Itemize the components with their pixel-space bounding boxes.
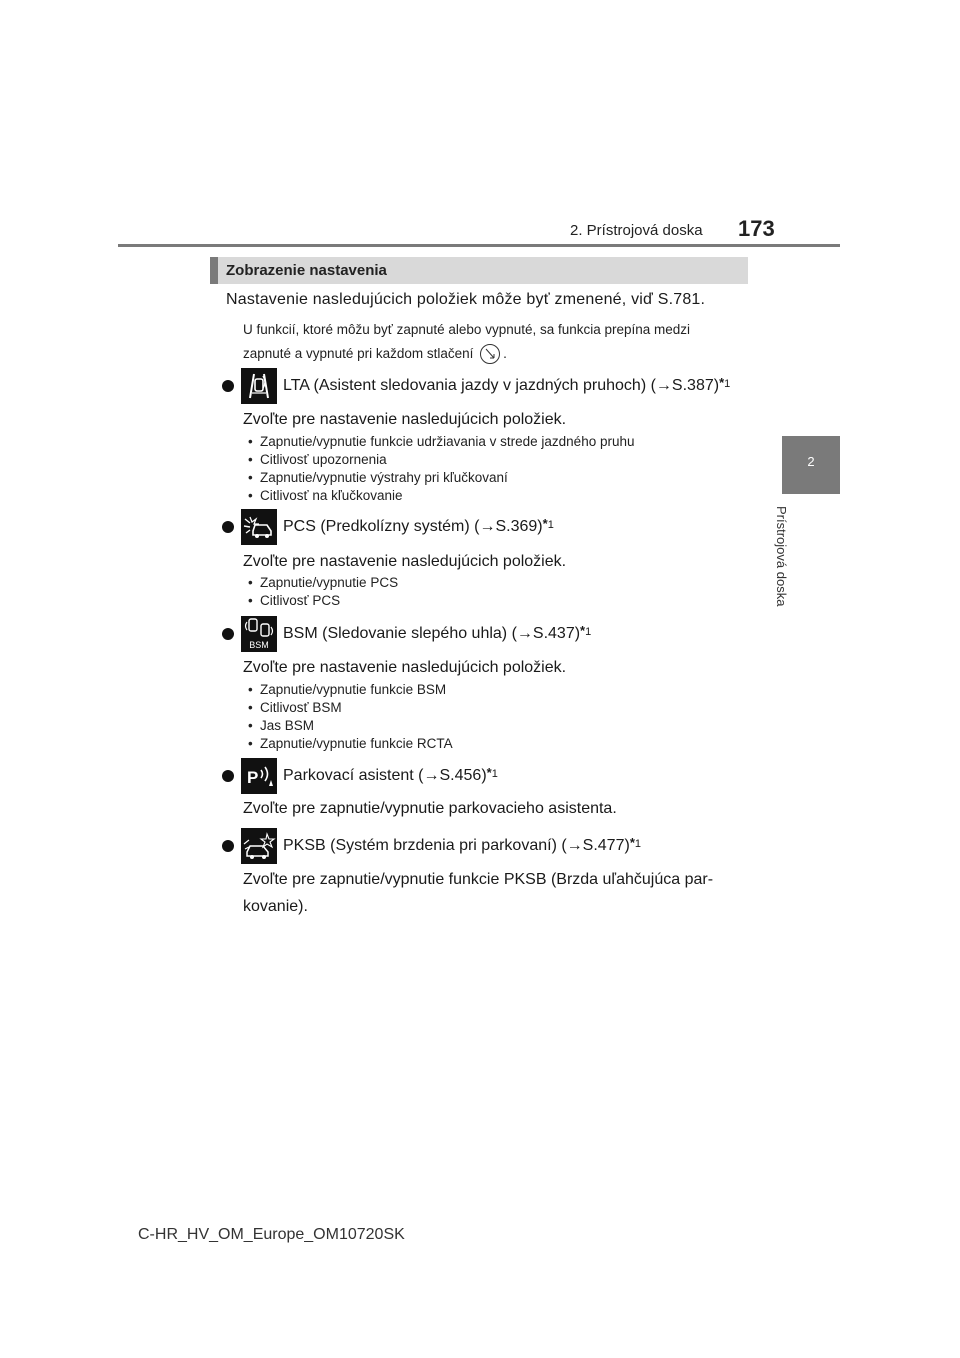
footnote-marker: *1 [580, 622, 592, 638]
chapter-tab [782, 436, 840, 494]
footnote-marker: *1 [486, 764, 498, 780]
parking-assist-title: Parkovací asistent (→S.456) [283, 767, 487, 784]
footnote-marker: *1 [629, 834, 641, 850]
enter-button-icon [479, 343, 501, 365]
header-divider [118, 244, 840, 247]
chapter-side-label [767, 506, 793, 626]
list-item: • Zapnutie/vypnutie PCS [248, 574, 398, 592]
running-header-section: 2. Prístrojová doska [570, 222, 703, 239]
lta-sublist [248, 433, 635, 505]
pksb-description-line-2: kovanie). [243, 898, 308, 915]
pcs-description: Zvoľte pre nastavenie nasledujúcich položiek. [243, 553, 567, 570]
list-item-pcs [222, 509, 554, 545]
list-item-pksb [222, 828, 641, 864]
list-item: • Jas BSM [248, 717, 453, 735]
pcs-title: PCS (Predkolízny systém) (→S.369) [283, 518, 543, 535]
document-code-footer: C-HR_HV_OM_Europe_OM10720SK [138, 1226, 405, 1243]
note-line-2-end: . [503, 346, 507, 361]
pcs-sublist [248, 574, 398, 610]
parking-assist-icon [241, 758, 277, 794]
pksb-icon [241, 828, 277, 864]
pksb-description-line-1: Zvoľte pre zapnutie/vypnutie funkcie PKSB (Brzda uľahčujúca par- [243, 871, 714, 888]
note-text [243, 318, 753, 366]
lta-icon [241, 368, 277, 404]
page-number: 173 [738, 216, 775, 241]
note-line-2 [243, 342, 753, 366]
section-title: Zobrazenie nastavenia [226, 262, 387, 279]
bullet-dot [222, 770, 234, 782]
list-item-parking-assist [222, 758, 498, 794]
list-item: • Zapnutie/vypnutie funkcie udržiavania v strede jazdného pruhu [248, 433, 635, 451]
section-title-bar [210, 257, 748, 284]
intro-text: Nastavenie nasledujúcich položiek môže byť zmenené, viď S.781. [226, 291, 706, 308]
list-item: • Citlivosť upozornenia [248, 451, 635, 469]
bullet-dot [222, 628, 234, 640]
note-line-1: U funkcií, ktoré môžu byť zapnuté alebo vypnuté, sa funkcia prepína medzi [243, 322, 691, 337]
note-line-2-text: zapnuté a vypnuté pri každom stlačení [243, 346, 474, 361]
footnote-marker: *1 [542, 515, 554, 531]
chapter-tab-number: 2 [807, 454, 815, 469]
list-item: • Zapnutie/vypnutie funkcie BSM [248, 681, 453, 699]
list-item: • Zapnutie/vypnutie funkcie RCTA [248, 735, 453, 753]
pksb-description [243, 866, 755, 920]
list-item-bsm [222, 616, 591, 652]
footnote-marker: *1 [719, 374, 731, 390]
bsm-icon-text: BSM [249, 640, 269, 650]
bullet-dot [222, 840, 234, 852]
bsm-sublist [248, 681, 453, 753]
list-item: • Citlivosť PCS [248, 592, 398, 610]
bullet-dot [222, 521, 234, 533]
pcs-icon [241, 509, 277, 545]
list-item-lta [222, 368, 730, 404]
list-item: • Zapnutie/vypnutie výstrahy pri kľučkovaní [248, 469, 635, 487]
svg-text:P: P [247, 768, 259, 787]
parking-assist-description: Zvoľte pre zapnutie/vypnutie parkovacieho asistenta. [243, 800, 617, 817]
chapter-side-label-text: Prístrojová doska [774, 506, 789, 607]
bsm-icon [241, 616, 277, 652]
lta-description: Zvoľte pre nastavenie nasledujúcich položiek. [243, 411, 567, 428]
pksb-title: PKSB (Systém brzdenia pri parkovaní) (→S.477) [283, 837, 630, 854]
list-item: • Citlivosť na kľučkovanie [248, 487, 635, 505]
bullet-dot [222, 380, 234, 392]
list-item: • Citlivosť BSM [248, 699, 453, 717]
bsm-title: BSM (Sledovanie slepého uhla) (→S.437) [283, 625, 581, 642]
bsm-description: Zvoľte pre nastavenie nasledujúcich položiek. [243, 659, 567, 676]
lta-title: LTA (Asistent sledovania jazdy v jazdných pruhoch) (→S.387) [283, 377, 720, 394]
